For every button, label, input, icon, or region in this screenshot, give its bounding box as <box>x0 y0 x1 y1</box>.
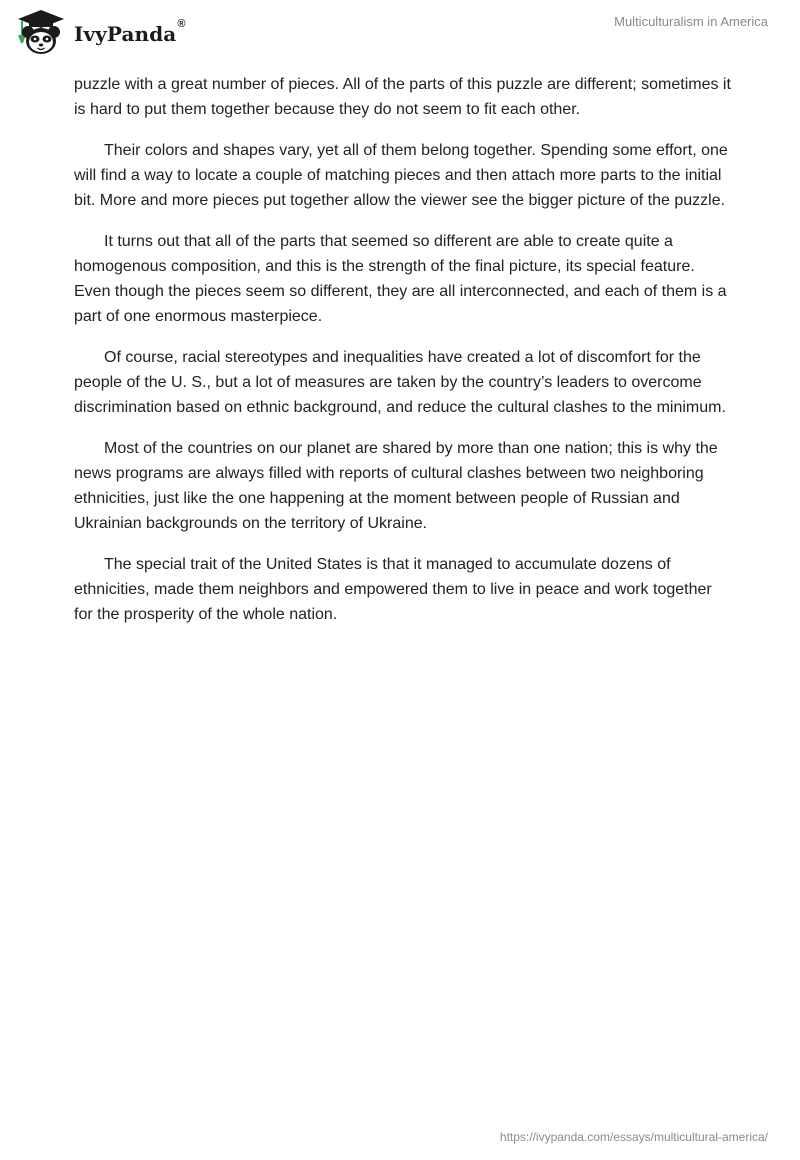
paragraph-continued: puzzle with a great number of pieces. All of the parts of this puzzle are different; sometimes it is hard to put them together because they do not seem to fit each other. <box>74 76 731 118</box>
document-title: Multiculturalism in America <box>614 14 768 29</box>
panda-logo-icon <box>14 8 68 58</box>
paragraph: Most of the countries on our planet are shared by more than one nation; this is why the news programs are always filled with reports of cultural clashes between two neighboring ethnicities, just like the one happening at the moment between people of Russian and Ukrainian backgrounds on the territory of Ukraine. <box>74 440 718 532</box>
page-header <box>0 0 800 64</box>
paragraph: Their colors and shapes vary, yet all of them belong together. Spending some effort, one will find a way to locate a couple of matching pieces and then attach more parts to the initial bit. More and more pieces put together allow the viewer see the bigger picture of the puzzle. <box>74 142 728 209</box>
source-url[interactable]: https://ivypanda.com/essays/multicultural-america/ <box>499 1130 768 1144</box>
paragraph: Of course, racial stereotypes and inequalities have created a lot of discomfort for the people of the U. S., but a lot of measures are taken by the country’s leaders to overcome discrimination based on ethnic background, and reduce the cultural clashes to the minimum. <box>74 349 726 416</box>
registered-mark: ® <box>177 18 186 30</box>
ivypanda-logo[interactable] <box>14 8 186 58</box>
paragraph: The special trait of the United States is that it managed to accumulate dozens of ethnicities, made them neighbors and empowered them to live in peace and work together for the prosperity of the whole nation. <box>74 556 712 623</box>
brand-name: IvyPanda® <box>74 18 186 46</box>
paragraph: It turns out that all of the parts that seemed so different are able to create quite a homogenous composition, and this is the strength of the final picture, its special feature. Even though the pieces seem so different, they are all interconnected, and each of them is a part of one enormous masterpiece. <box>74 233 727 325</box>
essay-body <box>74 72 734 643</box>
